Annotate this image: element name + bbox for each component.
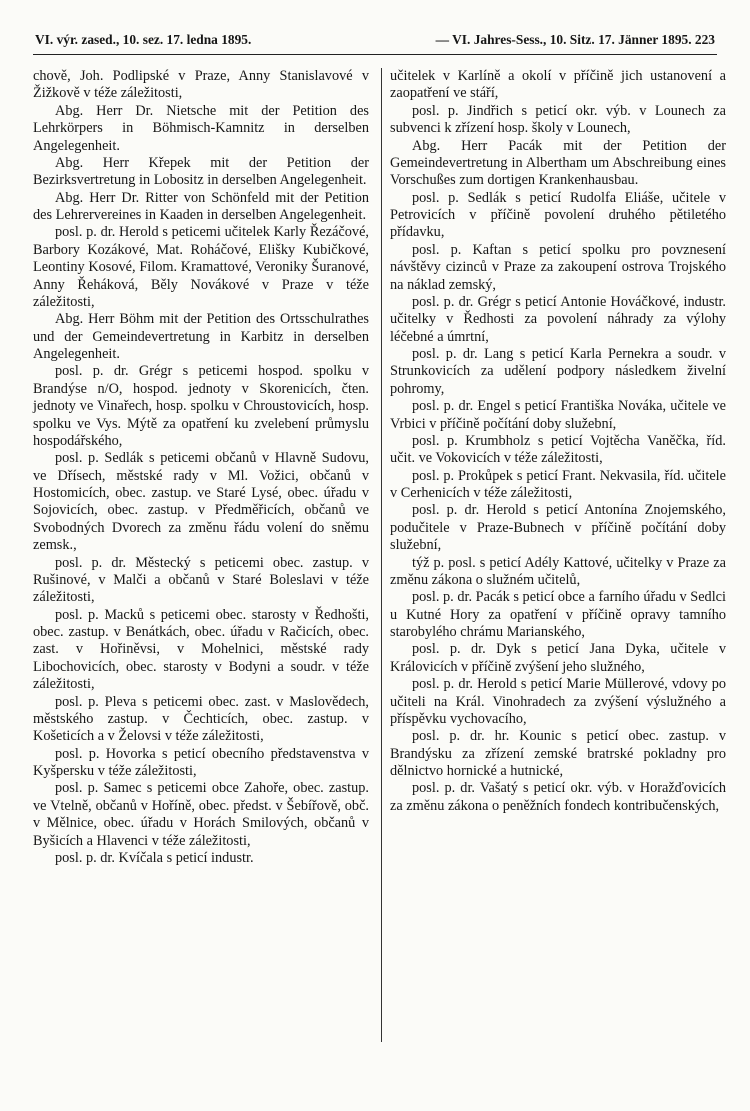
paragraph: Abg. Herr Pacák mit der Petition der Gemeindevertretung in Albertham um Abschreibung eines Vorschußes zum dortigen Krankenhausbau. bbox=[390, 137, 726, 189]
paragraph: učitelek v Karlíně a okolí v příčině jich ustanovení a zaopatření ve stáří, bbox=[390, 68, 726, 102]
paragraph: posl. p. dr. Grégr s peticí Antonie Hováčkové, industr. učitelky v Ředhosti za povolení náhrady za výlohy léčebné a úmrtní, bbox=[390, 293, 726, 345]
paragraph: týž p. posl. s peticí Adély Kattové, učitelky v Praze za změnu zákona o služném učitelů, bbox=[390, 554, 726, 588]
paragraph: posl. p. dr. Engel s peticí Františka Nováka, učitele ve Vrbici v příčině počítání doby služební, bbox=[390, 398, 726, 432]
paragraph: posl. p. dr. Kvíčala s peticí industr. bbox=[55, 849, 254, 866]
header-left: VI. výr. zased., 10. sez. 17. ledna 1895. bbox=[35, 32, 252, 47]
paragraph: Abg. Herr Dr. Ritter von Schönfeld mit der Petition des Lehrervereines in Kaaden in derselben Angelegenheit. bbox=[33, 189, 369, 223]
paragraph: posl. p. dr. Městecký s peticemi obec. zastup. v Rušinové, v Malči a občanů v Staré Boleslavi v téže záležitosti, bbox=[33, 554, 369, 606]
page bbox=[33, 32, 726, 866]
paragraph: posl. p. dr. Herold s peticí Marie Müllerové, vdovy po učiteli na Král. Vinohradech za zvýšení výslužného a příspěvku vychovacího, bbox=[390, 676, 726, 727]
paragraph: posl. p. dr. Herold s peticemi učitelek Karly Řezáčové, Barbory Kozákové, Mat. Roháčové, Elišky Kubičkové, Leontiny Kosové, Filom. Kramattové, Veroniky Šuranové, Anny Řeháková, Běly Novákové v Praze v téže záležitosti, bbox=[33, 224, 369, 310]
paragraph: Abg. Herr Dr. Nietsche mit der Petition des Lehrkörpers in Böhmisch-Kamnitz in derselben Angelegenheit. bbox=[33, 102, 369, 154]
paragraph: Abg. Herr Böhm mit der Petition des Ortsschulrathes und der Gemeindevertretung in Karbitz in derselben Angelegenheit. bbox=[33, 311, 369, 362]
paragraph: posl. p. Pleva s peticemi obec. zast. v Maslovědech, městského zastup. v Čechticích, obec. zastup. v Košeticích a v Želovsi v téže záležitosti, bbox=[33, 693, 369, 745]
paragraph: posl. p. Sedlák s peticí Rudolfa Eliáše, učitele v Petrovicích v příčině povolení druhého pětiletého přídavku, bbox=[390, 189, 726, 241]
paragraph: posl. p. dr. Lang s peticí Karla Pernekra a soudr. v Strunkovicích za udělení podpory následkem živelní pohromy, bbox=[390, 346, 726, 397]
paragraph: Abg. Herr Křepek mit der Petition der Bezirksvertretung in Lobositz in derselben Angelegenheit. bbox=[33, 154, 369, 189]
right-column bbox=[390, 68, 726, 815]
paragraph: posl. p. dr. Herold s peticí Antonína Znojemského, podučitele v Praze-Bubnech v příčině počítání doby služební, bbox=[390, 502, 726, 554]
paragraph: posl. p. Macků s peticemi obec. starosty v Ředhošti, obec. zastup. v Benátkách, obec. úřadu v Račicích, obec. zast. v Hořiněvsi, v Mohelnici, městské rady Libochovicích, obec. starosty v Bodyni a soudr. v téže záležitosti, bbox=[33, 606, 369, 693]
header-right: — VI. Jahres-Sess., 10. Sitz. 17. Jänner 1895. 223 bbox=[435, 32, 715, 47]
paragraph: posl. p. dr. hr. Kounic s peticí obec. zastup. v Brandýsku za zřízení zemské bratrské pokladny pro dělnictvo hornické a hutnické, bbox=[390, 728, 726, 779]
paragraph: posl. p. Prokůpek s peticí Frant. Nekvasila, říd. učitele v Cerhenicích v téže záležitosti, bbox=[390, 467, 726, 501]
paragraph: posl. p. Samec s peticemi obce Zahoře, obec. zastup. ve Vtelně, občanů v Hoříně, obec. předst. v Šebířově, obč. v Mělnice, obec. úřadu v Horách Smilových, občanů v Byšicích a Hlavenci v téže záležitosti, bbox=[33, 780, 369, 849]
paragraph: posl. p. Krumbholz s peticí Vojtěcha Vaněčka, říd. učit. ve Vokovicích v téže záležitosti, bbox=[390, 432, 726, 467]
paragraph: posl. p. dr. Vašatý s peticí okr. výb. v Horažďovicích za změnu zákona o peněžních fondech kontribučenských, bbox=[390, 780, 726, 814]
paragraph: posl. p. Sedlák s peticemi občanů v Hlavně Sudovu, ve Dřísech, městské rady v Ml. Vožici, občanů v Hostomicích, obec. zastup. ve Staré Lysé, obec. úřadu v Sojovicích, obec. zastup. v Předměřicích, občanů ve Svobodných Dvorech za změnu řádu volení do sněmu zemsk., bbox=[33, 450, 369, 554]
paragraph: posl. p. dr. Grégr s peticemi hospod. spolku v Brandýse n/O, hospod. jednoty v Skorenicích, čten. jednoty ve Vinařech, hosp. spolku v Chroustovicích, hosp. spolku ve Vys. Mýtě za opatření ku zvelebení průmyslu hospodářského, bbox=[33, 363, 369, 449]
paragraph: posl. p. Hovorka s peticí obecního představenstva v Kyšpersku v téže záležitosti, bbox=[33, 745, 369, 779]
paragraph: posl. p. Jindřich s peticí okr. výb. v Lounech za subvenci k zřízení hosp. školy v Lounech, bbox=[390, 102, 726, 137]
running-header bbox=[33, 32, 717, 55]
left-column bbox=[33, 68, 369, 867]
paragraph: chově, Joh. Podlipské v Praze, Anny Stanislavové v Žižkově v téže záležitosti, bbox=[33, 68, 369, 102]
paragraph: posl. p. dr. Pacák s peticí obce a farního úřadu v Sedlci u Kutné Hory za opatření v příčině opravy tamního starobylého chrámu Marianského, bbox=[390, 589, 726, 640]
paragraph: posl. p. dr. Dyk s peticí Jana Dyka, učitele v Královicích v příčině zvýšení jeho služného, bbox=[390, 641, 726, 675]
column-divider bbox=[381, 68, 382, 1042]
paragraph: posl. p. Kaftan s peticí spolku pro povznesení návštěvy cizinců v Praze za zakoupení ostrova Trojského na náklad zemský, bbox=[390, 241, 726, 293]
